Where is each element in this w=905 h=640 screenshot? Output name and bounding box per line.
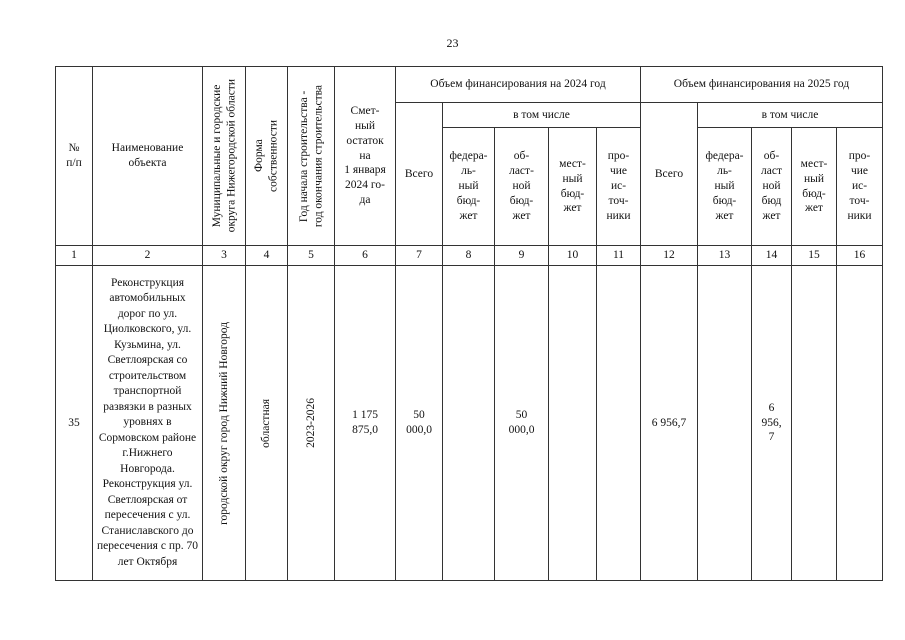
row-other-2025: [837, 266, 883, 581]
row-total-2025: 6 956,7: [641, 266, 698, 581]
col-number: 11: [597, 246, 641, 266]
header-regional-2024: об- ласт- ной бюд- жет: [495, 128, 549, 246]
row-other-2024: [597, 266, 641, 581]
header-other-2025: про- чие ис- точ- ники: [837, 128, 883, 246]
col-number: 6: [335, 246, 396, 266]
row-municipality: городской округ город Нижний Новгород: [203, 266, 246, 581]
header-ownership: Форма собственности: [246, 67, 288, 246]
row-total-2024: 50 000,0: [396, 266, 443, 581]
header-incl-2024: в том числе: [443, 103, 641, 128]
row-years: 2023-2026: [288, 266, 335, 581]
col-number: 14: [752, 246, 792, 266]
header-municipality: Муниципальные и городские округа Нижегородской области: [203, 67, 246, 246]
row-local-2025: [792, 266, 837, 581]
row-object-name: Реконструкция автомобильных дорог по ул. Циолковского, ул. Кузьмина, ул. Светлоярская со строительством транспортной развязки в разных уровнях в Сормовском районе г.Нижнего Новгорода. Реконструкция ул. Светлоярская от пересечения с ул. Станиславского до пересечения с пр. 70 лет Октября: [93, 266, 203, 581]
header-balance: Смет- ный остаток на 1 января 2024 го- да: [335, 67, 396, 246]
page-number: 23: [446, 36, 459, 50]
header-local-2025: мест- ный бюд- жет: [792, 128, 837, 246]
row-federal-2025: [698, 266, 752, 581]
row-ownership: областная: [246, 266, 288, 581]
header-total-2025: Всего: [641, 103, 698, 246]
col-number: 1: [56, 246, 93, 266]
row-federal-2024: [443, 266, 495, 581]
col-number: 9: [495, 246, 549, 266]
row-regional-2025: 6 956, 7: [752, 266, 792, 581]
col-number: 4: [246, 246, 288, 266]
row-balance: 1 175 875,0: [335, 266, 396, 581]
col-number: 15: [792, 246, 837, 266]
header-federal-2025: федера- ль- ный бюд- жет: [698, 128, 752, 246]
col-number: 10: [549, 246, 597, 266]
header-num: № п/п: [56, 67, 93, 246]
header-fin-2024: Объем финансирования на 2024 год: [396, 67, 641, 103]
col-number: 3: [203, 246, 246, 266]
row-num: 35: [56, 266, 93, 581]
row-regional-2024: 50 000,0: [495, 266, 549, 581]
header-incl-2025: в том числе: [698, 103, 883, 128]
col-number: 5: [288, 246, 335, 266]
col-number: 8: [443, 246, 495, 266]
header-regional-2025: об- ласт ной бюд жет: [752, 128, 792, 246]
header-name: Наименование объекта: [93, 67, 203, 246]
row-local-2024: [549, 266, 597, 581]
financing-table: [55, 66, 883, 581]
header-local-2024: мест- ный бюд- жет: [549, 128, 597, 246]
col-number: 2: [93, 246, 203, 266]
col-number: 13: [698, 246, 752, 266]
header-federal-2024: федера- ль- ный бюд- жет: [443, 128, 495, 246]
col-number: 16: [837, 246, 883, 266]
header-years: Год начала строительства - год окончания строительства: [288, 67, 335, 246]
header-fin-2025: Объем финансирования на 2025 год: [641, 67, 883, 103]
header-total-2024: Всего: [396, 103, 443, 246]
col-number: 7: [396, 246, 443, 266]
col-number: 12: [641, 246, 698, 266]
table-row: [56, 266, 883, 581]
header-other-2024: про- чие ис- точ- ники: [597, 128, 641, 246]
